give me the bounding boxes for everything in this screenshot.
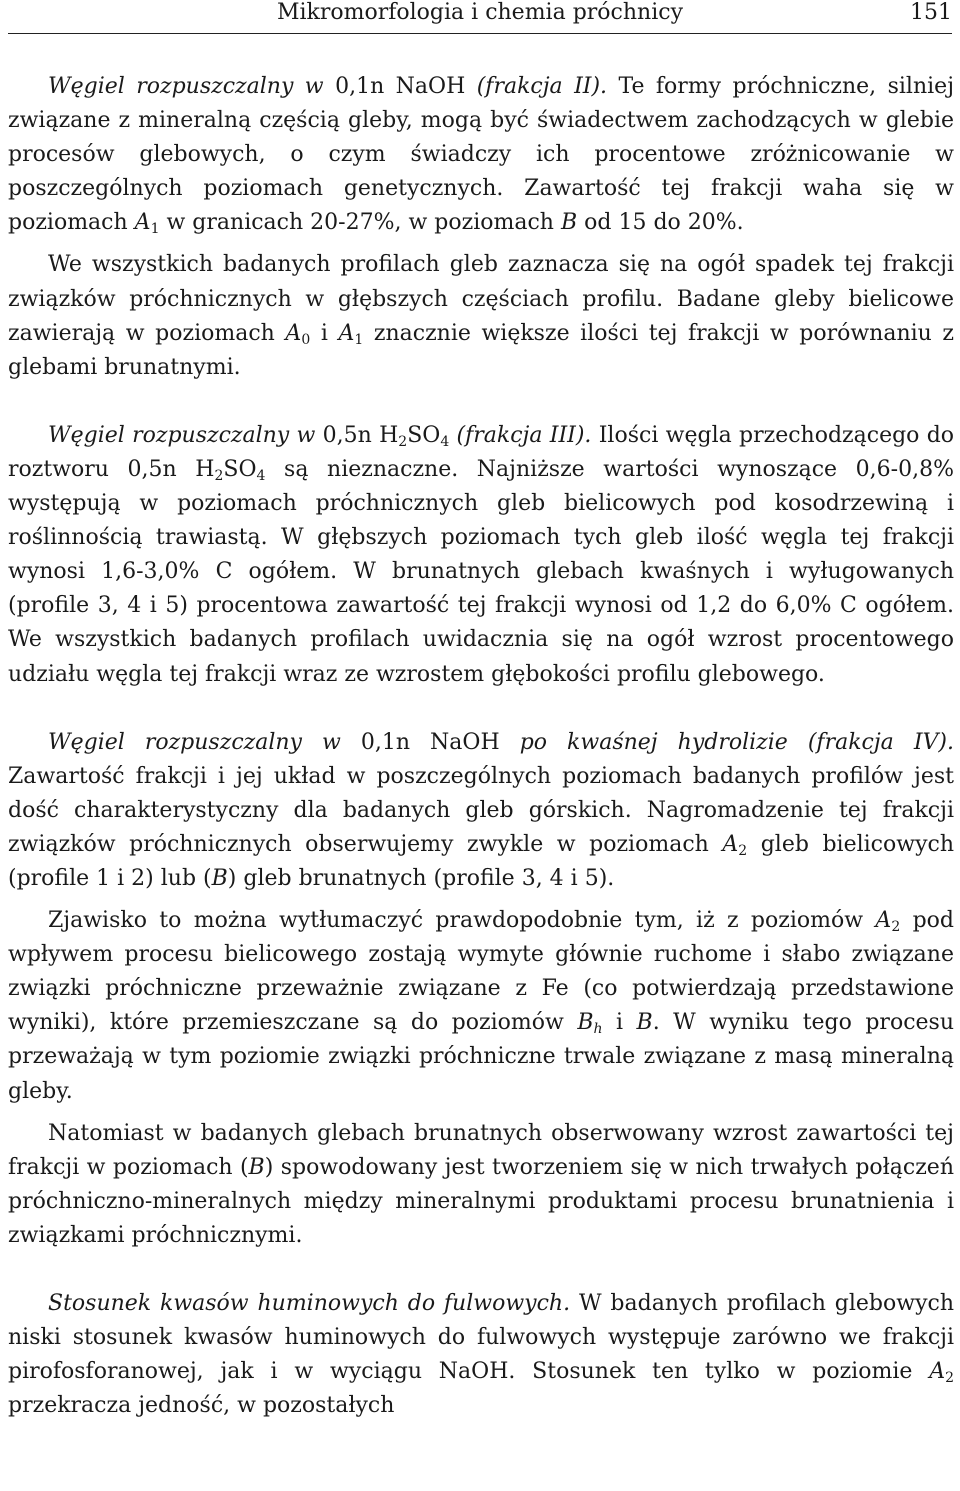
- page-number: 151: [910, 0, 952, 25]
- paragraph-brown-soils: Natomiast w badanych glebach brunatnych obserwowany wzrost zawartości tej frakcji w poziomach (B) spowodowany jest tworzeniem się w nich trwałych połączeń próchniczno-mineralnych między mineralnymi produktami procesu brunatnienia i związkami próchnicznymi.: [8, 1120, 954, 1248]
- section-heading: Węgiel rozpuszczalny w: [48, 729, 341, 755]
- paragraph-profile-trend: We wszystkich badanych profilach gleb zaznacza się na ogół spadek tej frakcji związków próchnicznych w głębszych częściach profilu. Badane gleby bielicowe zawierają w poziomach $A_0$ i $A_1$ znacznie większe ilości tej frakcji w porównaniu z glebami brunatnymi.: [8, 252, 955, 380]
- section-heading: Węgiel rozpuszczalny w: [48, 74, 324, 99]
- running-header: [8, 0, 952, 30]
- header-rule: [8, 33, 952, 34]
- running-title: Mikromorfologia i chemia próchnicy: [276, 0, 683, 25]
- paragraph-explanation: Zjawisko to można wytłumaczyć prawdopodobnie tym, iż z poziomów $A_2$ pod wpływem procesu bielicowego zostają wymyte głównie ruchome i słabo związane związki próchniczne przeważnie związane z Fe (co potwierdzają przedstawione wyniki), które przemieszczane są do poziomów $B_h$ i B. W wyniku tego procesu przeważają w tym poziomie związki próchniczne trwale związane z masą mineralną gleby.: [8, 908, 954, 1104]
- paragraph-fraction-iii: Węgiel rozpuszczalny w 0,5n $H_2SO_4$ (frakcja III). Ilości węgla przechodzącego do roztworu 0,5n $H_2SO_4$ są nieznaczne. Najniższe wartości wynoszące 0,6-0,8% występują w poziomach próchnicznych gleb bielicowych pod kosodrzewiną i roślinnością trawiastą. W głębszych poziomach tych gleb ilość węgla tej frakcji wynosi 1,6-3,0% C ogółem. W brunatnych glebach kwaśnych i wyługowanych (profile 3, 4 i 5) procentowa zawartość tej frakcji wynosi od 1,2 do 6,0% C ogółem. We wszystkich badanych profilach uwidacznia się na ogół wzrost procentowego udziału węgla tej frakcji wraz ze wzrostem głębokości profilu glebowego.: [8, 422, 955, 687]
- paragraph-fraction-ii: Węgiel rozpuszczalny w 0,1n NaOH (frakcja II). Te formy próchniczne, silniej związane z mineralną częścią gleby, mogą być świadectwem zachodzących w glebie procesów glebowych, o czym świadczy ich procentowe zróżnicowanie w poszczególnych poziomach genetycznych. Zawartość tej frakcji waha się w poziomach $A_1$ w granicach 20-27%, w poziomach B od 15 do 20%.: [8, 74, 955, 238]
- paragraph-fraction-iv: Węgiel rozpuszczalny w 0,1n NaOH po kwaśnej hydrolizie (frakcja IV). Zawartość frakcji i jej układ w poszczególnych poziomach badanych profilów jest dość charakterystyczny dla badanych gleb górskich. Nagromadzenie tej frakcji związków próchnicznych obserwujemy zwykle w poziomach $A_2$ gleb bielicowych (profile 1 i 2) lub (B) gleb brunatnych (profile 3, 4 i 5).: [8, 729, 955, 891]
- body-text: [8, 70, 954, 1423]
- section-heading: Węgiel rozpuszczalny w: [48, 422, 316, 448]
- paragraph-humic-fulvic-ratio: Stosunek kwasów huminowych do fulwowych. W badanych profilach glebowych niski stosunek kwasów huminowych do fulwowych występuje zarówno we frakcji pirofosforanowej, jak i w wyciągu NaOH. Stosunek ten tylko w poziomie $A_2$ przekracza jedność, w pozostałych: [8, 1291, 954, 1419]
- section-heading: Stosunek kwasów huminowych do fulwowych.: [48, 1291, 571, 1316]
